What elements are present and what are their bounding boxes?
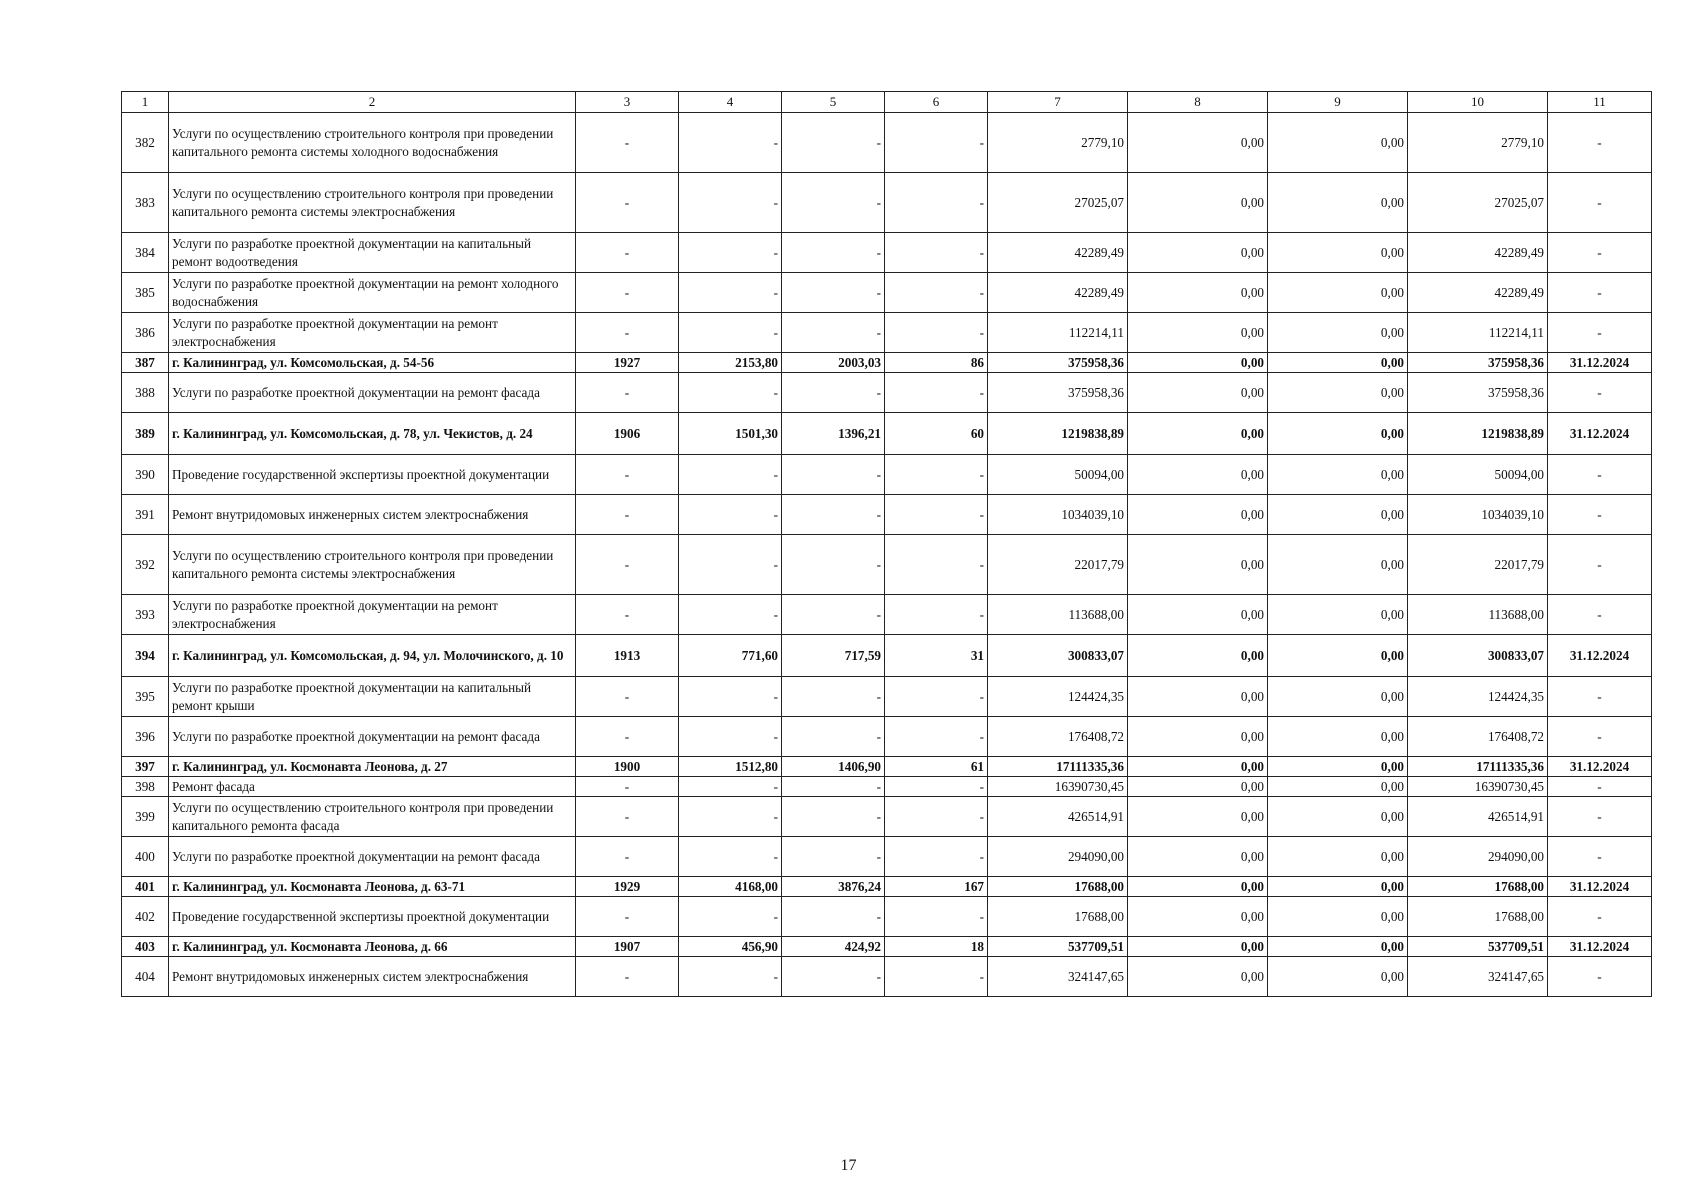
row-number: 400 [122,837,169,877]
completion-date: - [1548,797,1652,837]
owner-funds: 16390730,45 [1408,777,1548,797]
work-description: Услуги по осуществлению строительного контроля при проведении капитального ремонта системы холодного водоснабжения [169,113,576,173]
column-number: 8 [1128,92,1268,113]
owner-funds: 294090,00 [1408,837,1548,877]
year-built: - [576,455,679,495]
residents-count: - [885,677,988,717]
residents-count: - [885,837,988,877]
federal-funds: 0,00 [1128,353,1268,373]
federal-funds: 0,00 [1128,797,1268,837]
total-cost: 375958,36 [988,373,1128,413]
regional-funds: 0,00 [1268,595,1408,635]
work-description: Услуги по осуществлению строительного контроля при проведении капитального ремонта фасада [169,797,576,837]
work-description: г. Калининград, ул. Космонавта Леонова, д. 27 [169,757,576,777]
residents-count: - [885,455,988,495]
total-area: - [679,797,782,837]
work-description: Ремонт внутридомовых инженерных систем электроснабжения [169,957,576,997]
year-built: - [576,717,679,757]
address-row [122,757,1652,777]
owner-funds: 27025,07 [1408,173,1548,233]
living-area: - [782,273,885,313]
year-built: - [576,313,679,353]
federal-funds: 0,00 [1128,897,1268,937]
row-number: 390 [122,455,169,495]
year-built: - [576,677,679,717]
column-number-row [122,92,1652,113]
column-number: 10 [1408,92,1548,113]
completion-date: 31.12.2024 [1548,757,1652,777]
owner-funds: 375958,36 [1408,353,1548,373]
work-description: Услуги по разработке проектной документации на ремонт фасада [169,837,576,877]
federal-funds: 0,00 [1128,455,1268,495]
address-row [122,413,1652,455]
work-description: Ремонт внутридомовых инженерных систем электроснабжения [169,495,576,535]
work-item-row [122,173,1652,233]
completion-date: 31.12.2024 [1548,413,1652,455]
regional-funds: 0,00 [1268,937,1408,957]
address-row [122,937,1652,957]
living-area: - [782,595,885,635]
completion-date: - [1548,837,1652,877]
work-item-row [122,595,1652,635]
regional-funds: 0,00 [1268,313,1408,353]
living-area: - [782,173,885,233]
completion-date: - [1548,595,1652,635]
regional-funds: 0,00 [1268,373,1408,413]
living-area: - [782,677,885,717]
regional-funds: 0,00 [1268,173,1408,233]
address-row [122,877,1652,897]
column-number: 4 [679,92,782,113]
residents-count: - [885,113,988,173]
owner-funds: 17688,00 [1408,897,1548,937]
federal-funds: 0,00 [1128,413,1268,455]
completion-date: 31.12.2024 [1548,877,1652,897]
total-area: 771,60 [679,635,782,677]
federal-funds: 0,00 [1128,233,1268,273]
completion-date: 31.12.2024 [1548,937,1652,957]
total-cost: 324147,65 [988,957,1128,997]
living-area: 424,92 [782,937,885,957]
total-cost: 1034039,10 [988,495,1128,535]
regional-funds: 0,00 [1268,413,1408,455]
year-built: - [576,595,679,635]
year-built: 1906 [576,413,679,455]
regional-funds: 0,00 [1268,353,1408,373]
work-description: Услуги по осуществлению строительного контроля при проведении капитального ремонта системы электроснабжения [169,173,576,233]
column-number: 1 [122,92,169,113]
row-number: 393 [122,595,169,635]
work-description: Услуги по разработке проектной документации на ремонт холодного водоснабжения [169,273,576,313]
residents-count: - [885,535,988,595]
row-number: 404 [122,957,169,997]
owner-funds: 537709,51 [1408,937,1548,957]
federal-funds: 0,00 [1128,837,1268,877]
federal-funds: 0,00 [1128,273,1268,313]
total-area: - [679,717,782,757]
work-item-row [122,313,1652,353]
total-area: - [679,233,782,273]
federal-funds: 0,00 [1128,595,1268,635]
work-description: г. Калининград, ул. Космонавта Леонова, д. 63-71 [169,877,576,897]
work-item-row [122,897,1652,937]
living-area: - [782,535,885,595]
total-area: - [679,113,782,173]
owner-funds: 2779,10 [1408,113,1548,173]
work-item-row [122,535,1652,595]
regional-funds: 0,00 [1268,877,1408,897]
total-cost: 17111335,36 [988,757,1128,777]
row-number: 396 [122,717,169,757]
regional-funds: 0,00 [1268,897,1408,937]
regional-funds: 0,00 [1268,495,1408,535]
total-cost: 294090,00 [988,837,1128,877]
row-number: 389 [122,413,169,455]
column-number: 6 [885,92,988,113]
living-area: - [782,717,885,757]
total-area: - [679,777,782,797]
regional-funds: 0,00 [1268,797,1408,837]
regional-funds: 0,00 [1268,717,1408,757]
work-description: Проведение государственной экспертизы проектной документации [169,897,576,937]
row-number: 385 [122,273,169,313]
regional-funds: 0,00 [1268,677,1408,717]
column-number: 5 [782,92,885,113]
federal-funds: 0,00 [1128,877,1268,897]
federal-funds: 0,00 [1128,717,1268,757]
living-area: - [782,455,885,495]
living-area: 3876,24 [782,877,885,897]
residents-count: 60 [885,413,988,455]
row-number: 397 [122,757,169,777]
total-area: - [679,495,782,535]
federal-funds: 0,00 [1128,113,1268,173]
living-area: - [782,373,885,413]
living-area: - [782,837,885,877]
page-number: 17 [840,1157,857,1174]
total-cost: 2779,10 [988,113,1128,173]
total-area: 456,90 [679,937,782,957]
total-cost: 112214,11 [988,313,1128,353]
year-built: - [576,897,679,937]
work-item-row [122,837,1652,877]
completion-date: - [1548,777,1652,797]
residents-count: 18 [885,937,988,957]
regional-funds: 0,00 [1268,635,1408,677]
residents-count: - [885,777,988,797]
address-row [122,635,1652,677]
total-area: - [679,897,782,937]
residents-count: - [885,495,988,535]
column-number: 7 [988,92,1128,113]
owner-funds: 176408,72 [1408,717,1548,757]
total-area: - [679,535,782,595]
work-item-row [122,677,1652,717]
owner-funds: 1034039,10 [1408,495,1548,535]
residents-count: - [885,957,988,997]
address-row [122,353,1652,373]
total-area: - [679,957,782,997]
total-cost: 537709,51 [988,937,1128,957]
work-item-row [122,113,1652,173]
completion-date: - [1548,273,1652,313]
total-area: - [679,595,782,635]
work-item-row [122,373,1652,413]
total-cost: 426514,91 [988,797,1128,837]
work-description: Услуги по разработке проектной документации на капитальный ремонт крыши [169,677,576,717]
work-item-row [122,233,1652,273]
federal-funds: 0,00 [1128,173,1268,233]
regional-funds: 0,00 [1268,113,1408,173]
federal-funds: 0,00 [1128,635,1268,677]
repair-program-table [121,91,1652,997]
completion-date: - [1548,677,1652,717]
total-cost: 42289,49 [988,233,1128,273]
row-number: 384 [122,233,169,273]
row-number: 388 [122,373,169,413]
row-number: 402 [122,897,169,937]
living-area: - [782,777,885,797]
living-area: - [782,313,885,353]
residents-count: 61 [885,757,988,777]
living-area: - [782,897,885,937]
work-item-row [122,273,1652,313]
completion-date: - [1548,455,1652,495]
regional-funds: 0,00 [1268,233,1408,273]
living-area: - [782,233,885,273]
row-number: 398 [122,777,169,797]
total-area: - [679,455,782,495]
total-cost: 300833,07 [988,635,1128,677]
row-number: 382 [122,113,169,173]
row-number: 399 [122,797,169,837]
year-built: - [576,273,679,313]
completion-date: - [1548,173,1652,233]
work-item-row [122,495,1652,535]
column-number: 11 [1548,92,1652,113]
federal-funds: 0,00 [1128,957,1268,997]
work-item-row [122,717,1652,757]
work-description: Услуги по разработке проектной документации на ремонт фасада [169,717,576,757]
residents-count: - [885,373,988,413]
residents-count: - [885,233,988,273]
year-built: 1900 [576,757,679,777]
row-number: 387 [122,353,169,373]
residents-count: - [885,717,988,757]
total-area: - [679,677,782,717]
total-area: - [679,313,782,353]
year-built: - [576,173,679,233]
year-built: 1927 [576,353,679,373]
total-area: - [679,173,782,233]
work-item-row [122,455,1652,495]
federal-funds: 0,00 [1128,373,1268,413]
completion-date: - [1548,897,1652,937]
owner-funds: 426514,91 [1408,797,1548,837]
owner-funds: 22017,79 [1408,535,1548,595]
work-description: г. Калининград, ул. Комсомольская, д. 54-56 [169,353,576,373]
total-area: - [679,373,782,413]
owner-funds: 17111335,36 [1408,757,1548,777]
work-description: Ремонт фасада [169,777,576,797]
work-description: г. Калининград, ул. Комсомольская, д. 78, ул. Чекистов, д. 24 [169,413,576,455]
owner-funds: 300833,07 [1408,635,1548,677]
year-built: - [576,233,679,273]
work-description: Услуги по разработке проектной документации на ремонт электроснабжения [169,313,576,353]
regional-funds: 0,00 [1268,957,1408,997]
work-item-row [122,797,1652,837]
owner-funds: 375958,36 [1408,373,1548,413]
owner-funds: 112214,11 [1408,313,1548,353]
row-number: 392 [122,535,169,595]
total-cost: 42289,49 [988,273,1128,313]
residents-count: - [885,173,988,233]
year-built: - [576,373,679,413]
total-cost: 17688,00 [988,897,1128,937]
residents-count: - [885,897,988,937]
completion-date: - [1548,535,1652,595]
work-item-row [122,957,1652,997]
regional-funds: 0,00 [1268,837,1408,877]
living-area: 1396,21 [782,413,885,455]
row-number: 394 [122,635,169,677]
row-number: 386 [122,313,169,353]
total-area: - [679,837,782,877]
federal-funds: 0,00 [1128,677,1268,717]
completion-date: - [1548,717,1652,757]
total-area: - [679,273,782,313]
total-cost: 50094,00 [988,455,1128,495]
regional-funds: 0,00 [1268,273,1408,313]
year-built: - [576,495,679,535]
federal-funds: 0,00 [1128,495,1268,535]
row-number: 383 [122,173,169,233]
year-built: 1929 [576,877,679,897]
regional-funds: 0,00 [1268,455,1408,495]
column-number: 2 [169,92,576,113]
owner-funds: 42289,49 [1408,233,1548,273]
residents-count: 86 [885,353,988,373]
owner-funds: 42289,49 [1408,273,1548,313]
total-cost: 375958,36 [988,353,1128,373]
total-cost: 22017,79 [988,535,1128,595]
owner-funds: 50094,00 [1408,455,1548,495]
living-area: - [782,797,885,837]
year-built: - [576,797,679,837]
federal-funds: 0,00 [1128,937,1268,957]
work-item-row [122,777,1652,797]
year-built: - [576,837,679,877]
year-built: - [576,957,679,997]
total-cost: 113688,00 [988,595,1128,635]
total-cost: 27025,07 [988,173,1128,233]
work-description: г. Калининград, ул. Космонавта Леонова, д. 66 [169,937,576,957]
total-cost: 176408,72 [988,717,1128,757]
owner-funds: 324147,65 [1408,957,1548,997]
regional-funds: 0,00 [1268,757,1408,777]
completion-date: - [1548,113,1652,173]
regional-funds: 0,00 [1268,777,1408,797]
residents-count: 167 [885,877,988,897]
owner-funds: 1219838,89 [1408,413,1548,455]
residents-count: - [885,595,988,635]
work-description: г. Калининград, ул. Комсомольская, д. 94, ул. Молочинского, д. 10 [169,635,576,677]
owner-funds: 124424,35 [1408,677,1548,717]
owner-funds: 17688,00 [1408,877,1548,897]
total-cost: 16390730,45 [988,777,1128,797]
year-built: 1913 [576,635,679,677]
federal-funds: 0,00 [1128,777,1268,797]
year-built: - [576,777,679,797]
living-area: 2003,03 [782,353,885,373]
total-cost: 17688,00 [988,877,1128,897]
federal-funds: 0,00 [1128,535,1268,595]
work-description: Проведение государственной экспертизы проектной документации [169,455,576,495]
completion-date: - [1548,495,1652,535]
work-description: Услуги по осуществлению строительного контроля при проведении капитального ремонта системы электроснабжения [169,535,576,595]
year-built: 1907 [576,937,679,957]
year-built: - [576,113,679,173]
table-body [122,92,1652,997]
federal-funds: 0,00 [1128,757,1268,777]
residents-count: - [885,797,988,837]
completion-date: 31.12.2024 [1548,635,1652,677]
work-description: Услуги по разработке проектной документации на капитальный ремонт водоотведения [169,233,576,273]
completion-date: - [1548,373,1652,413]
residents-count: - [885,273,988,313]
living-area: - [782,113,885,173]
living-area: - [782,495,885,535]
row-number: 391 [122,495,169,535]
completion-date: - [1548,313,1652,353]
regional-funds: 0,00 [1268,535,1408,595]
year-built: - [576,535,679,595]
federal-funds: 0,00 [1128,313,1268,353]
residents-count: 31 [885,635,988,677]
completion-date: - [1548,233,1652,273]
total-area: 2153,80 [679,353,782,373]
residents-count: - [885,313,988,353]
living-area: 1406,90 [782,757,885,777]
row-number: 403 [122,937,169,957]
total-cost: 124424,35 [988,677,1128,717]
living-area: 717,59 [782,635,885,677]
work-description: Услуги по разработке проектной документации на ремонт фасада [169,373,576,413]
total-area: 1512,80 [679,757,782,777]
living-area: - [782,957,885,997]
total-area: 1501,30 [679,413,782,455]
work-description: Услуги по разработке проектной документации на ремонт электроснабжения [169,595,576,635]
column-number: 9 [1268,92,1408,113]
total-area: 4168,00 [679,877,782,897]
column-number: 3 [576,92,679,113]
row-number: 401 [122,877,169,897]
completion-date: 31.12.2024 [1548,353,1652,373]
owner-funds: 113688,00 [1408,595,1548,635]
completion-date: - [1548,957,1652,997]
total-cost: 1219838,89 [988,413,1128,455]
row-number: 395 [122,677,169,717]
